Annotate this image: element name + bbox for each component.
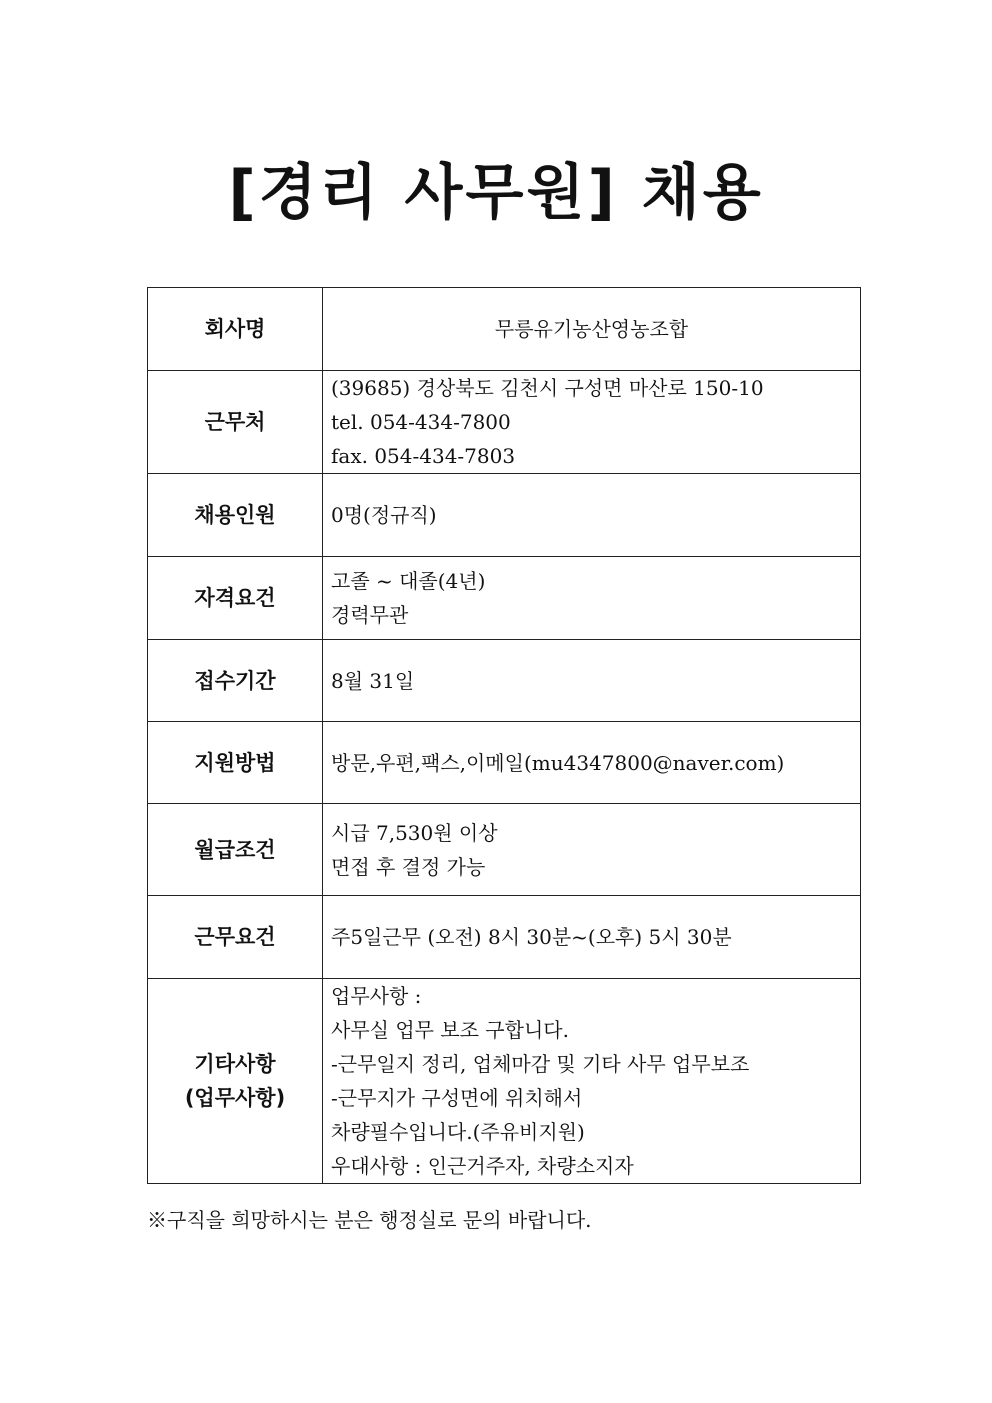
label-line: (업무사항) [184, 1086, 286, 1110]
table-row [148, 896, 861, 979]
row-value [323, 371, 861, 474]
table-row [148, 979, 861, 1184]
row-label [148, 896, 323, 979]
table-row [148, 722, 861, 804]
value-line: 면접 후 결정 가능 [331, 854, 486, 879]
table-row [148, 640, 861, 722]
address-line: (39685) 경상북도 김천시 구성면 마산로 150-10 [331, 376, 764, 400]
row-label [148, 371, 323, 474]
row-value [323, 722, 861, 804]
table-row [148, 371, 861, 474]
label-line: 월급조건 [194, 837, 276, 862]
value-line: 우대사항 : 인근거주자, 차량소지자 [331, 1154, 634, 1178]
value-line: -근무일지 정리, 업체마감 및 기타 사무 업무보조 [331, 1052, 750, 1076]
value-line: 차량필수입니다.(주유비지원) [331, 1120, 585, 1144]
table-row [148, 557, 861, 640]
job-info-table [147, 287, 861, 1184]
company-name: 무릉유기농산영농조합 [494, 317, 689, 341]
row-value [323, 640, 861, 722]
value-line: 0명(정규직) [331, 503, 437, 527]
value-line: 시급 7,530원 이상 [331, 820, 498, 845]
label-line: 접수기간 [194, 668, 276, 693]
value-line: 업무사항 : [331, 984, 422, 1008]
value-line: 방문,우편,팩스,이메일(mu4347800@naver.com) [331, 750, 785, 775]
row-label [148, 722, 323, 804]
value-line: 경력무관 [331, 603, 409, 627]
value-line: 고졸 ~ 대졸(4년) [331, 569, 486, 593]
row-value [323, 288, 861, 371]
label-line: 지원방법 [194, 750, 276, 775]
value-line: 8월 31일 [331, 668, 415, 693]
label-line: 채용인원 [194, 503, 276, 527]
label-line: 근무요건 [194, 925, 276, 949]
table-row [148, 288, 861, 371]
footer-note: ※구직을 희망하시는 분은 행정실로 문의 바랍니다. [147, 1208, 592, 1232]
fax-line: fax. 054-434-7803 [331, 444, 516, 468]
row-label [148, 979, 323, 1184]
value-line: 주5일근무 (오전) 8시 30분~(오후) 5시 30분 [331, 925, 732, 949]
row-value [323, 557, 861, 640]
label-line: 회사명 [204, 317, 266, 341]
table-row [148, 804, 861, 896]
row-value [323, 979, 861, 1184]
table-row [148, 474, 861, 557]
page-title: [경리 사무원] 채용 [228, 158, 764, 228]
row-label [148, 288, 323, 371]
label-line: 근무처 [204, 410, 266, 434]
tel-line: tel. 054-434-7800 [331, 410, 511, 434]
value-line: -근무지가 구성면에 위치해서 [331, 1086, 583, 1110]
row-value [323, 804, 861, 896]
row-label [148, 474, 323, 557]
value-line: 사무실 업무 보조 구합니다. [331, 1018, 569, 1042]
row-label [148, 640, 323, 722]
label-line: 자격요건 [194, 586, 276, 610]
row-label [148, 804, 323, 896]
row-label [148, 557, 323, 640]
row-value [323, 474, 861, 557]
row-value [323, 896, 861, 979]
label-line: 기타사항 [194, 1052, 276, 1076]
